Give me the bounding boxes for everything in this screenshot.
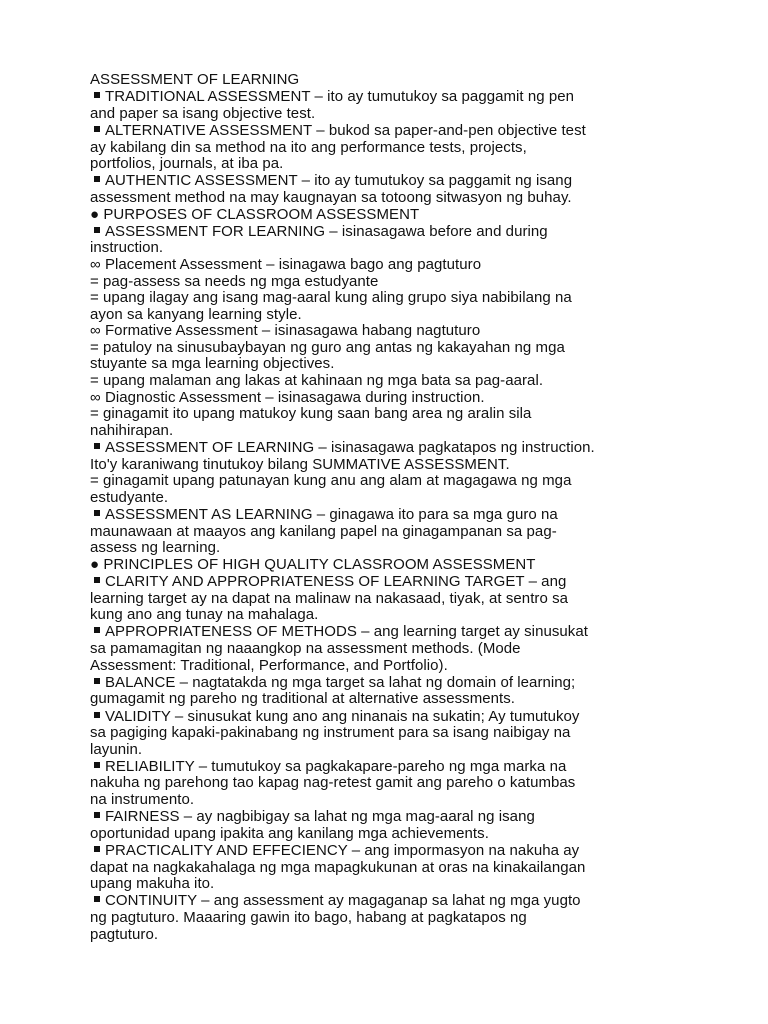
document-line: [90, 691, 690, 708]
document-line-text: = ginagamit upang patunayan kung anu ang alam at magagawa ng mga: [90, 472, 572, 490]
document-line: [90, 123, 690, 140]
document-line: [90, 72, 690, 89]
document-line-text: instruction.: [90, 239, 164, 257]
document-line: [90, 140, 690, 157]
document-line-text: TRADITIONAL ASSESSMENT – ito ay tumutukoy sa paggamit ng pen: [105, 88, 575, 106]
document-line-text: pagtuturo.: [90, 925, 159, 943]
document-line: [90, 356, 690, 373]
document-line-text: APPROPRIATENESS OF METHODS – ang learning target ay sinusukat: [105, 623, 588, 641]
document-line-text: FAIRNESS – ay nagbibigay sa lahat ng mga mag-aaral ng isang: [105, 808, 535, 826]
document-line: [90, 725, 690, 742]
document-line-text: PRACTICALITY AND EFFECIENCY – ang impormasyon na nakuha ay: [105, 842, 580, 860]
square-bullet-icon: [94, 443, 100, 449]
document-line: [90, 641, 690, 658]
square-bullet-icon: [94, 577, 100, 583]
document-line-text: stuyante sa mga learning objectives.: [90, 355, 335, 373]
document-line: [90, 591, 690, 608]
document-line-text: = pag-assess sa needs ng mga estudyante: [90, 272, 379, 290]
document-line-text: = upang malaman ang lakas at kahinaan ng mga bata sa pag-aaral.: [90, 372, 544, 390]
document-line-text: ● PURPOSES OF CLASSROOM ASSESSMENT: [90, 205, 420, 223]
document-line-text: ng pagtuturo. Maaaring gawin ito bago, habang at pagkatapos ng: [90, 909, 527, 926]
document-line: [90, 759, 690, 776]
document-line: [90, 574, 690, 591]
document-line: [90, 910, 690, 927]
document-line: [90, 876, 690, 893]
document-line: [90, 190, 690, 207]
document-line-text: estudyante.: [90, 488, 169, 506]
document-line: [90, 709, 690, 726]
document-line: [90, 373, 690, 390]
document-line: [90, 826, 690, 843]
document-line: [90, 457, 690, 474]
document-line-text: ASSESSMENT FOR LEARNING – isinasagawa before and during: [105, 222, 548, 240]
document-line-text: = upang ilagay ang isang mag-aaral kung aling grupo siya nabibilang na: [90, 289, 572, 307]
document-line-text: dapat na nagkakahalaga ng mga mapagkukunan at oras na kinakailangan: [90, 858, 586, 876]
document-line: [90, 927, 690, 944]
square-bullet-icon: [94, 846, 100, 852]
document-line: [90, 224, 690, 241]
document-line-text: Assessment: Traditional, Performance, and Portfolio).: [90, 656, 448, 674]
document-body: [90, 72, 690, 943]
document-line: [90, 742, 690, 759]
document-line-text: ASSESSMENT AS LEARNING – ginagawa ito para sa mga guro na: [105, 506, 558, 523]
document-line-text: ayon sa kanyang learning style.: [90, 305, 302, 323]
document-line-text: nakuha ng parehong tao kapag nag-retest gamit ang pareho o katumbas: [90, 774, 576, 792]
document-line-text: kung ano ang tunay na mahalaga.: [90, 606, 319, 624]
document-line: [90, 89, 690, 106]
document-line-text: and paper sa isang objective test.: [90, 104, 316, 122]
document-line-text: VALIDITY – sinusukat kung ano ang ninanais na sukatin; Ay tumutukoy: [105, 707, 580, 725]
square-bullet-icon: [94, 176, 100, 182]
square-bullet-icon: [94, 510, 100, 516]
document-line: [90, 473, 690, 490]
document-line: [90, 507, 690, 524]
document-line: [90, 540, 690, 557]
square-bullet-icon: [94, 762, 100, 768]
document-line-text: layunin.: [90, 740, 143, 758]
document-line: [90, 423, 690, 440]
document-line-text: na instrumento.: [90, 791, 195, 809]
document-line-text: assess ng learning.: [90, 539, 221, 557]
square-bullet-icon: [94, 812, 100, 818]
square-bullet-icon: [94, 92, 100, 98]
document-line: [90, 775, 690, 792]
document-line: [90, 490, 690, 507]
document-line: [90, 624, 690, 641]
document-line-text: BALANCE – nagtatakda ng mga target sa lahat ng domain of learning;: [105, 673, 576, 691]
square-bullet-icon: [94, 678, 100, 684]
document-line-text: ASSESSMENT OF LEARNING – isinasagawa pagkatapos ng instruction.: [105, 439, 595, 457]
document-line: [90, 240, 690, 257]
document-line: [90, 323, 690, 340]
document-line-text: ∞ Formative Assessment – isinasagawa habang nagtuturo: [90, 322, 481, 340]
document-line-text: oportunidad upang ipakita ang kanilang mga achievements.: [90, 824, 489, 842]
document-line-text: assessment method na may kaugnayan sa totoong sitwasyon ng buhay.: [90, 188, 572, 206]
document-line: [90, 156, 690, 173]
document-line: [90, 257, 690, 274]
document-line: [90, 207, 690, 224]
document-line-text: maunawaan at maayos ang kanilang papel na ginagampanan sa pag-: [90, 522, 557, 540]
document-line: [90, 675, 690, 692]
document-line-text: = patuloy na sinusubaybayan ng guro ang antas ng kakayahan ng mga: [90, 338, 565, 356]
document-line-text: ay kabilang din sa method na ito ang performance tests, projects,: [90, 138, 527, 156]
document-line: [90, 406, 690, 423]
document-line-text: gumagamit ng pareho ng traditional at alternative assessments.: [90, 690, 516, 708]
square-bullet-icon: [94, 712, 100, 718]
document-line: [90, 809, 690, 826]
square-bullet-icon: [94, 126, 100, 132]
document-line: [90, 792, 690, 809]
document-line-text: ALTERNATIVE ASSESSMENT – bukod sa paper-and-pen objective test: [105, 121, 586, 139]
document-line: [90, 390, 690, 407]
square-bullet-icon: [94, 227, 100, 233]
document-line-text: portfolios, journals, at iba pa.: [90, 155, 284, 173]
document-line-text: CLARITY AND APPROPRIATENESS OF LEARNING TARGET – ang: [105, 572, 567, 590]
document-line: [90, 860, 690, 877]
document-line: [90, 524, 690, 541]
document-line-text: Ito'y karaniwang tinutukoy bilang SUMMATIVE ASSESSMENT.: [90, 455, 510, 473]
document-line: [90, 340, 690, 357]
document-line-text: sa pagiging kapaki-pakinabang ng instrument para sa isang naibigay na: [90, 724, 571, 742]
document-line: [90, 607, 690, 624]
document-line: [90, 274, 690, 291]
square-bullet-icon: [94, 627, 100, 633]
document-line: [90, 893, 690, 910]
document-line: [90, 658, 690, 675]
square-bullet-icon: [94, 896, 100, 902]
document-line-text: ∞ Diagnostic Assessment – isinasagawa during instruction.: [90, 388, 485, 406]
document-line-text: ● PRINCIPLES OF HIGH QUALITY CLASSROOM ASSESSMENT: [90, 555, 536, 573]
document-line-text: upang makuha ito.: [90, 875, 215, 893]
document-line-text: nahihirapan.: [90, 421, 174, 439]
document-line: [90, 106, 690, 123]
document-line-text: sa pamamagitan ng naaangkop na assessment methods. (Mode: [90, 639, 521, 657]
document-line: [90, 307, 690, 324]
document-line-text: ∞ Placement Assessment – isinagawa bago ang pagtuturo: [90, 255, 482, 273]
document-line: [90, 843, 690, 860]
document-line: [90, 557, 690, 574]
document-line-text: learning target ay na dapat na malinaw na nakasaad, tiyak, at sentro sa: [90, 589, 569, 607]
document-line: [90, 290, 690, 307]
document-line: [90, 440, 690, 457]
document-line-text: AUTHENTIC ASSESSMENT – ito ay tumutukoy sa paggamit ng isang: [105, 172, 573, 190]
document-line-text: ASSESSMENT OF LEARNING: [90, 71, 300, 88]
document-line-text: CONTINUITY – ang assessment ay magaganap sa lahat ng mga yugto: [105, 892, 581, 910]
document-line: [90, 173, 690, 190]
document-line-text: = ginagamit ito upang matukoy kung saan bang area ng aralin sila: [90, 405, 532, 423]
document-line-text: RELIABILITY – tumutukoy sa pagkakapare-pareho ng mga marka na: [105, 757, 567, 775]
